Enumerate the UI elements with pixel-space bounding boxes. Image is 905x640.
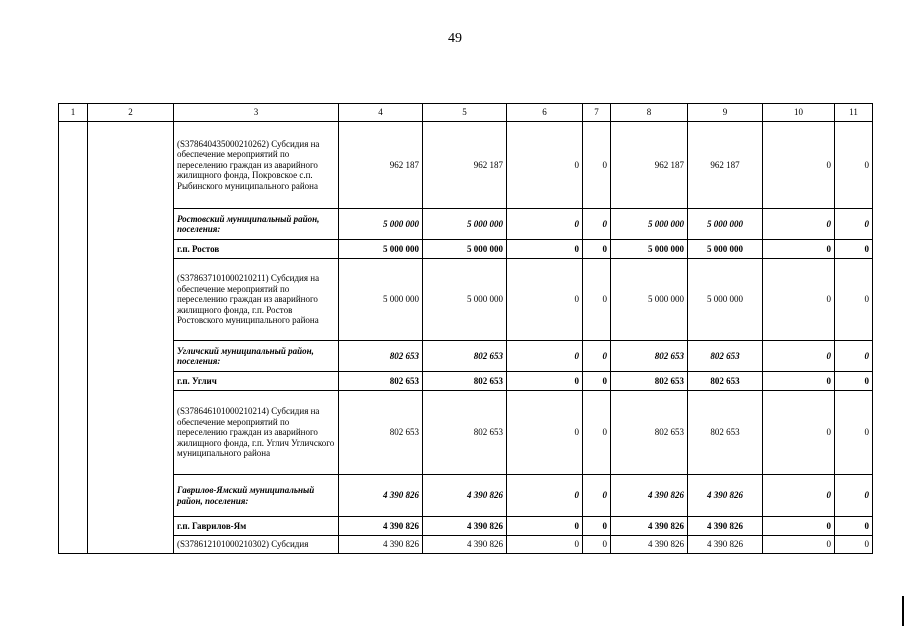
cell-col8: 4 390 826 <box>611 517 688 536</box>
cell-col9: 5 000 000 <box>688 259 763 341</box>
cell-col7: 0 <box>583 475 611 517</box>
cell-col5: 802 653 <box>423 391 507 475</box>
table-row <box>59 341 873 372</box>
column-header: 2 <box>88 104 174 122</box>
cell-col7: 0 <box>583 536 611 554</box>
table-header-row <box>59 104 873 122</box>
row-description: (S378640435000210262) Субсидия на обеспечение мероприятий по переселению граждан из аварийного жилищного фонда, Покровское с.п. Рыбинского муниципального района <box>174 122 339 209</box>
cell-col4: 802 653 <box>339 372 423 391</box>
cell-col9: 4 390 826 <box>688 475 763 517</box>
column-header: 3 <box>174 104 339 122</box>
cell-col9: 802 653 <box>688 391 763 475</box>
cell-col8: 802 653 <box>611 372 688 391</box>
cell-col4: 5 000 000 <box>339 259 423 341</box>
table-row <box>59 536 873 554</box>
cell-col6: 0 <box>507 536 583 554</box>
row-description: (S378637101000210211) Субсидия на обеспечение мероприятий по переселению граждан из аварийного жилищного фонда, г.п. Ростов Ростовского муниципального района <box>174 259 339 341</box>
column-header: 1 <box>59 104 88 122</box>
cell-col4: 4 390 826 <box>339 475 423 517</box>
cell-col8: 802 653 <box>611 341 688 372</box>
row-description: (S378646101000210214) Субсидия на обеспечение мероприятий по переселению граждан из аварийного жилищного фонда, г.п. Углич Угличского муниципального района <box>174 391 339 475</box>
cell-col11: 0 <box>835 122 873 209</box>
column-header: 4 <box>339 104 423 122</box>
cell-col5: 962 187 <box>423 122 507 209</box>
column-header: 9 <box>688 104 763 122</box>
cell-col10: 0 <box>763 372 835 391</box>
cell-col7: 0 <box>583 122 611 209</box>
cell-col9: 4 390 826 <box>688 517 763 536</box>
cell-col9: 802 653 <box>688 341 763 372</box>
table-row <box>59 209 873 240</box>
cell-col8: 5 000 000 <box>611 240 688 259</box>
cell-col6: 0 <box>507 341 583 372</box>
cell-col9: 5 000 000 <box>688 209 763 240</box>
cell-col5: 5 000 000 <box>423 259 507 341</box>
cell-col6: 0 <box>507 240 583 259</box>
cell-col10: 0 <box>763 536 835 554</box>
row-description: Гаврилов-Ямский муниципальный район, поселения: <box>174 475 339 517</box>
cell-col4: 4 390 826 <box>339 517 423 536</box>
cell-col5: 802 653 <box>423 341 507 372</box>
cell-col7: 0 <box>583 517 611 536</box>
cell-col6: 0 <box>507 122 583 209</box>
cell-col6: 0 <box>507 209 583 240</box>
cell-col5: 5 000 000 <box>423 240 507 259</box>
table-row <box>59 475 873 517</box>
cell-col11: 0 <box>835 391 873 475</box>
cell-col11: 0 <box>835 209 873 240</box>
cell-col5: 5 000 000 <box>423 209 507 240</box>
column-header: 7 <box>583 104 611 122</box>
cell-col5: 4 390 826 <box>423 475 507 517</box>
cell-col10: 0 <box>763 259 835 341</box>
row-description: Ростовский муниципальный район, поселения: <box>174 209 339 240</box>
cell-col11: 0 <box>835 372 873 391</box>
table-row <box>59 240 873 259</box>
cell-col10: 0 <box>763 475 835 517</box>
table-row <box>59 122 873 209</box>
cell-col8: 5 000 000 <box>611 259 688 341</box>
cell-col5: 4 390 826 <box>423 517 507 536</box>
cell-col6: 0 <box>507 259 583 341</box>
cell-col10: 0 <box>763 122 835 209</box>
cell-col11: 0 <box>835 240 873 259</box>
cell-col6: 0 <box>507 372 583 391</box>
cell-col4: 802 653 <box>339 341 423 372</box>
table-row <box>59 517 873 536</box>
scan-edge-mark <box>902 596 904 626</box>
cell-col4: 5 000 000 <box>339 209 423 240</box>
cell-col7: 0 <box>583 240 611 259</box>
cell-col8: 802 653 <box>611 391 688 475</box>
page-number: 49 <box>448 31 462 46</box>
cell-col10: 0 <box>763 209 835 240</box>
cell-col11: 0 <box>835 341 873 372</box>
row-description: Угличский муниципальный район, поселения: <box>174 341 339 372</box>
cell-col6: 0 <box>507 391 583 475</box>
table-row <box>59 372 873 391</box>
row-description: г.п. Гаврилов-Ям <box>174 517 339 536</box>
column-header: 5 <box>423 104 507 122</box>
cell-col7: 0 <box>583 391 611 475</box>
cell-col11: 0 <box>835 475 873 517</box>
merged-cell-col2 <box>88 122 174 554</box>
cell-col10: 0 <box>763 517 835 536</box>
cell-col8: 5 000 000 <box>611 209 688 240</box>
table-row <box>59 391 873 475</box>
budget-table <box>58 103 873 554</box>
cell-col7: 0 <box>583 372 611 391</box>
cell-col7: 0 <box>583 259 611 341</box>
cell-col9: 4 390 826 <box>688 536 763 554</box>
column-header: 6 <box>507 104 583 122</box>
cell-col4: 4 390 826 <box>339 536 423 554</box>
cell-col4: 962 187 <box>339 122 423 209</box>
cell-col5: 4 390 826 <box>423 536 507 554</box>
cell-col8: 962 187 <box>611 122 688 209</box>
cell-col10: 0 <box>763 341 835 372</box>
cell-col7: 0 <box>583 341 611 372</box>
column-header: 8 <box>611 104 688 122</box>
cell-col11: 0 <box>835 517 873 536</box>
cell-col10: 0 <box>763 240 835 259</box>
cell-col8: 4 390 826 <box>611 475 688 517</box>
cell-col7: 0 <box>583 209 611 240</box>
table-row <box>59 259 873 341</box>
cell-col11: 0 <box>835 259 873 341</box>
cell-col4: 5 000 000 <box>339 240 423 259</box>
cell-col9: 962 187 <box>688 122 763 209</box>
row-description: (S378612101000210302) Субсидия <box>174 536 339 554</box>
row-description: г.п. Ростов <box>174 240 339 259</box>
cell-col11: 0 <box>835 536 873 554</box>
cell-col10: 0 <box>763 391 835 475</box>
cell-col5: 802 653 <box>423 372 507 391</box>
cell-col4: 802 653 <box>339 391 423 475</box>
cell-col8: 4 390 826 <box>611 536 688 554</box>
cell-col9: 802 653 <box>688 372 763 391</box>
cell-col6: 0 <box>507 475 583 517</box>
row-description: г.п. Углич <box>174 372 339 391</box>
cell-col6: 0 <box>507 517 583 536</box>
cell-col9: 5 000 000 <box>688 240 763 259</box>
merged-cell-col1 <box>59 122 88 554</box>
column-header: 11 <box>835 104 873 122</box>
column-header: 10 <box>763 104 835 122</box>
